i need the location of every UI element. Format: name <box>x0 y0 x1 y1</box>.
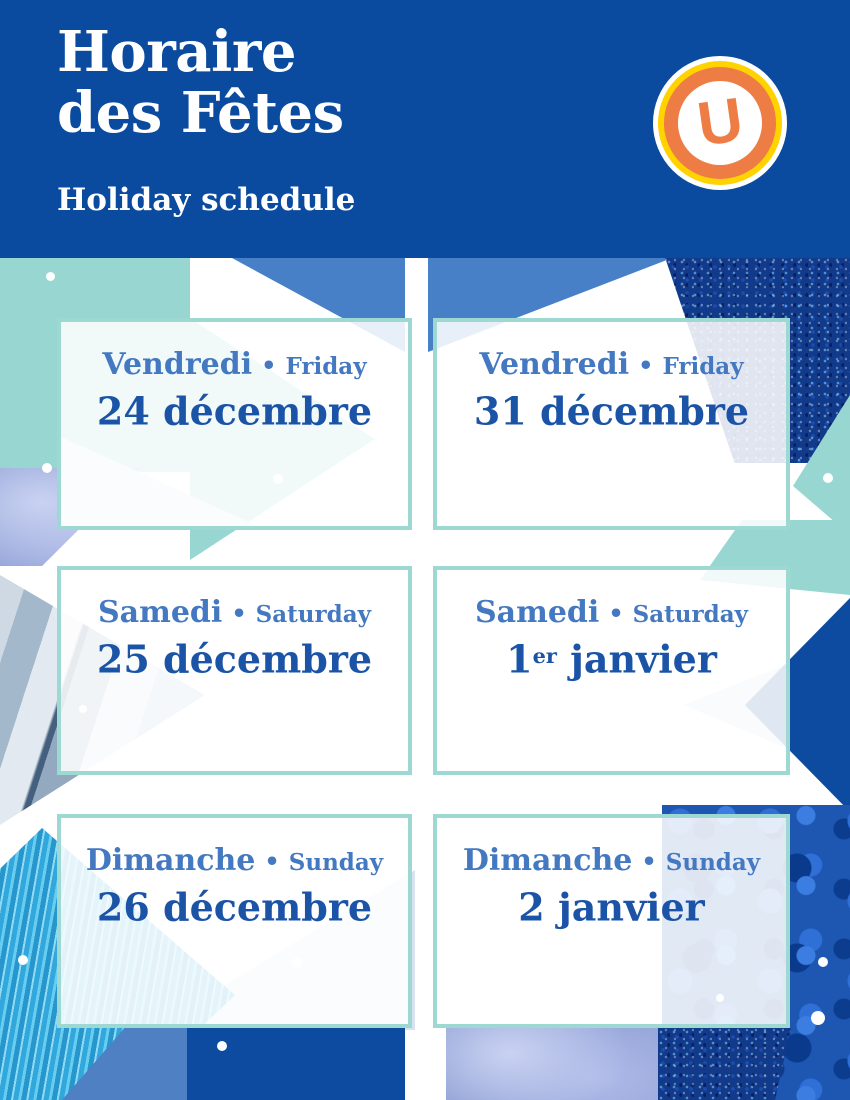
logo-letter-u: U <box>692 85 747 160</box>
card-day-line <box>61 844 408 880</box>
page-title-line2: des Fêtes <box>57 80 344 146</box>
decor-dot <box>818 957 828 967</box>
bg-periwinkle-texture-bottom <box>446 1028 660 1100</box>
card-day-english: Saturday <box>632 601 748 628</box>
card-date-text: 31 décembre <box>473 388 750 434</box>
schedule-card <box>433 814 790 1028</box>
card-date <box>61 634 408 681</box>
decor-dot <box>823 473 833 483</box>
page-subtitle-english: Holiday schedule <box>57 182 356 218</box>
card-date <box>61 386 408 433</box>
page-title-line1: Horaire <box>57 19 296 85</box>
bullet-separator: • <box>231 599 247 628</box>
decor-dot <box>217 1041 227 1051</box>
card-date-superscript: er <box>532 643 557 668</box>
bg-glitter-texture-bottom <box>658 1028 791 1100</box>
decor-dot <box>811 1011 825 1025</box>
card-day-french: Vendredi <box>102 347 253 382</box>
brand-logo <box>653 56 787 190</box>
bullet-separator: • <box>264 847 280 876</box>
card-date-text: 1 <box>506 636 533 682</box>
schedule-card <box>57 814 412 1028</box>
card-day-line <box>437 844 786 880</box>
card-date <box>61 882 408 929</box>
decor-dot <box>42 463 52 473</box>
card-date-text: 24 décembre <box>96 388 373 434</box>
header-banner <box>0 0 850 258</box>
decor-dot <box>46 272 55 281</box>
card-day-french: Samedi <box>98 595 223 630</box>
card-day-french: Dimanche <box>462 843 633 878</box>
bullet-separator: • <box>608 599 624 628</box>
card-day-english: Sunday <box>665 849 761 876</box>
schedule-card <box>57 318 412 530</box>
card-day-line <box>61 596 408 632</box>
schedule-card <box>57 566 412 775</box>
card-day-french: Dimanche <box>85 843 256 878</box>
schedule-card <box>433 566 790 775</box>
card-day-english: Sunday <box>288 849 384 876</box>
card-day-line <box>437 596 786 632</box>
bullet-separator: • <box>638 351 654 380</box>
card-day-english: Friday <box>662 353 744 380</box>
card-day-line <box>437 348 786 384</box>
card-date <box>437 386 786 433</box>
card-date-text: 26 décembre <box>96 884 373 930</box>
card-day-french: Vendredi <box>479 347 630 382</box>
logo-orange-ring <box>664 67 776 179</box>
card-day-french: Samedi <box>475 595 600 630</box>
schedule-card <box>433 318 790 530</box>
card-date <box>437 634 786 681</box>
logo-inner-disc <box>678 81 762 165</box>
decor-dot <box>18 955 28 965</box>
card-day-line <box>61 348 408 384</box>
card-date-text: 2 janvier <box>518 884 705 930</box>
card-date <box>437 882 786 929</box>
page-title-french <box>57 19 344 146</box>
bullet-separator: • <box>261 351 277 380</box>
card-day-english: Saturday <box>255 601 371 628</box>
card-date-text-after: janvier <box>556 636 717 682</box>
bullet-separator: • <box>641 847 657 876</box>
bg-navy-block-bottom <box>187 1028 405 1100</box>
card-day-english: Friday <box>285 353 367 380</box>
card-date-text: 25 décembre <box>96 636 373 682</box>
logo-yellow-ring <box>658 61 782 185</box>
